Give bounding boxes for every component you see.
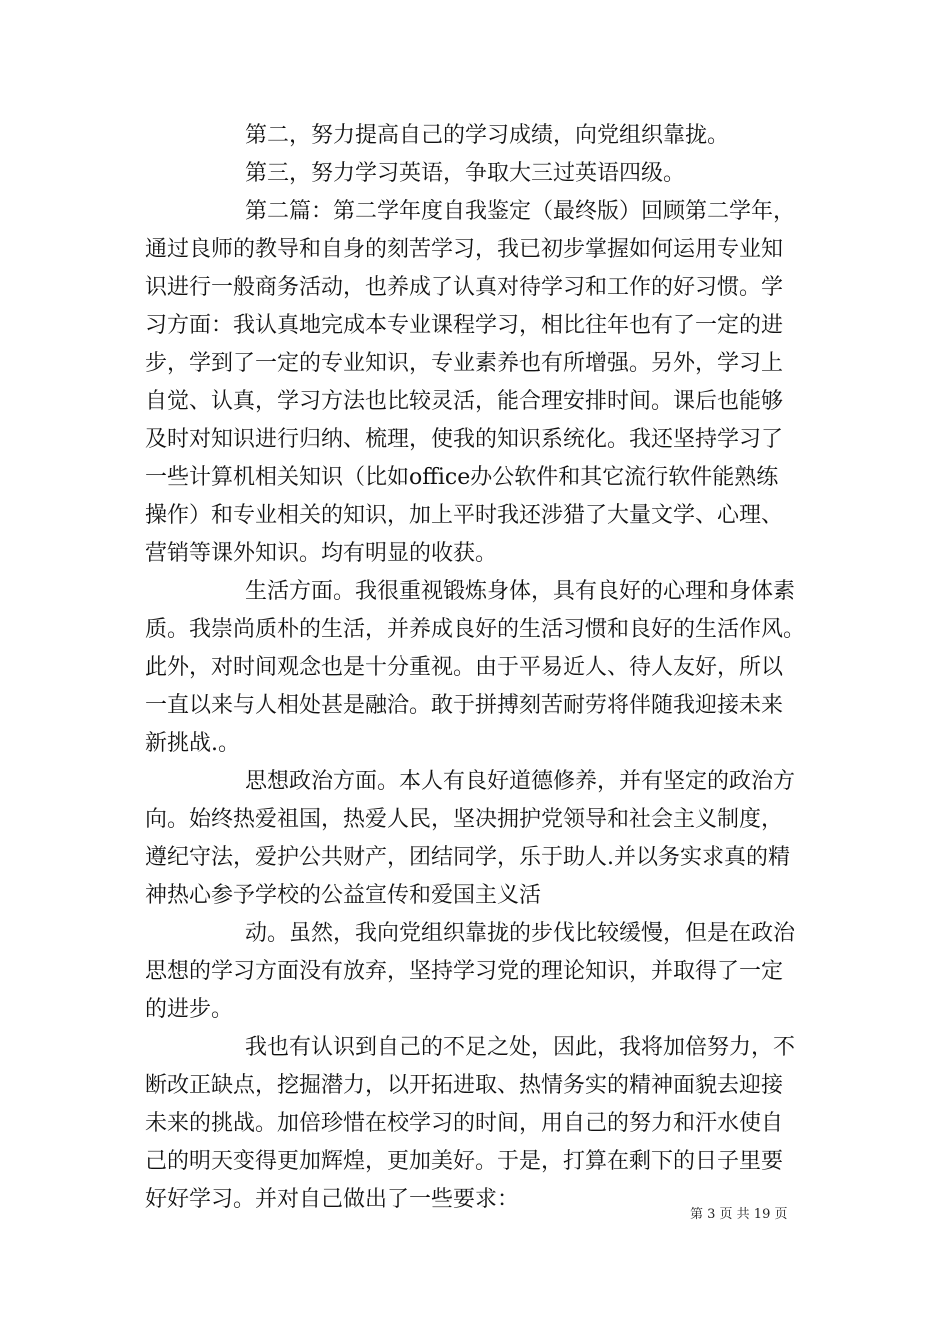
paragraph-line: 第三，努力学习英语，争取大三过英语四级。: [245, 161, 686, 186]
paragraph-line: 操作）和专业相关的知识，加上平时我还涉猎了大量文学、心理、: [145, 503, 784, 528]
paragraph-line: 好好学习。并对自己做出了一些要求：: [145, 1187, 520, 1212]
paragraph-line: 自觉、认真，学习方法也比较灵活，能合理安排时间。课后也能够: [145, 389, 784, 414]
paragraph-line: 第二，努力提高自己的学习成绩，向党组织靠拢。: [245, 123, 730, 148]
page-number-footer: 第 3 页 共 19 页: [690, 1207, 788, 1222]
paragraph-line: 断改正缺点，挖掘潜力，以开拓进取、热情务实的精神面貌去迎接: [145, 1073, 784, 1098]
paragraph-line: 动。虽然，我向党组织靠拢的步伐比较缓慢，但是在政治: [245, 921, 796, 946]
paragraph-line: 生活方面。我很重视锻炼身体，具有良好的心理和身体素: [245, 579, 796, 604]
paragraph-line: 第二篇：第二学年度自我鉴定（最终版）回顾第二学年，: [245, 199, 796, 224]
paragraph-line: 思想政治方面。本人有良好道德修养，并有坚定的政治方: [245, 769, 796, 794]
paragraph-line: 的进步。: [145, 997, 234, 1022]
paragraph-line: 此外，对时间观念也是十分重视。由于平易近人、待人友好，所以: [145, 655, 784, 680]
paragraph-line: 及时对知识进行归纳、梳理，使我的知识系统化。我还坚持学习了: [145, 427, 784, 452]
paragraph-line: 未来的挑战。加倍珍惜在校学习的时间，用自己的努力和汗水使自: [145, 1111, 784, 1136]
paragraph-line: 一直以来与人相处甚是融洽。敢于拼搏刻苦耐劳将伴随我迎接未来: [145, 693, 784, 718]
paragraph-line: 思想的学习方面没有放弃，坚持学习党的理论知识，并取得了一定: [145, 959, 784, 984]
paragraph-line: 向。始终热爱祖国，热爱人民，坚决拥护党领导和社会主义制度，: [145, 807, 784, 832]
paragraph-line: 遵纪守法，爱护公共财产，团结同学，乐于助人.并以务实求真的精: [145, 845, 790, 870]
paragraph-line: 习方面：我认真地完成本专业课程学习，相比往年也有了一定的进: [145, 313, 784, 338]
paragraph-line: 己的明天变得更加辉煌，更加美好。于是，打算在剩下的日子里要: [145, 1149, 784, 1174]
paragraph-line: 质。我崇尚质朴的生活，并养成良好的生活习惯和良好的生活作风。: [145, 617, 806, 642]
paragraph-line: 我也有认识到自己的不足之处，因此，我将加倍努力，不: [245, 1035, 796, 1060]
paragraph-line: 步，学到了一定的专业知识，专业素养也有所增强。另外，学习上: [145, 351, 784, 376]
paragraph-line: 神热心参予学校的公益宣传和爱国主义活: [145, 883, 542, 908]
paragraph-line: 一些计算机相关知识（比如office办公软件和其它流行软件能熟练: [145, 465, 779, 490]
paragraph-line: 新挑战.。: [145, 731, 240, 756]
paragraph-line: 识进行一般商务活动，也养成了认真对待学习和工作的好习惯。学: [145, 275, 784, 300]
paragraph-line: 通过良师的教导和自身的刻苦学习，我已初步掌握如何运用专业知: [145, 237, 784, 262]
paragraph-line: 营销等课外知识。均有明显的收获。: [145, 541, 498, 566]
